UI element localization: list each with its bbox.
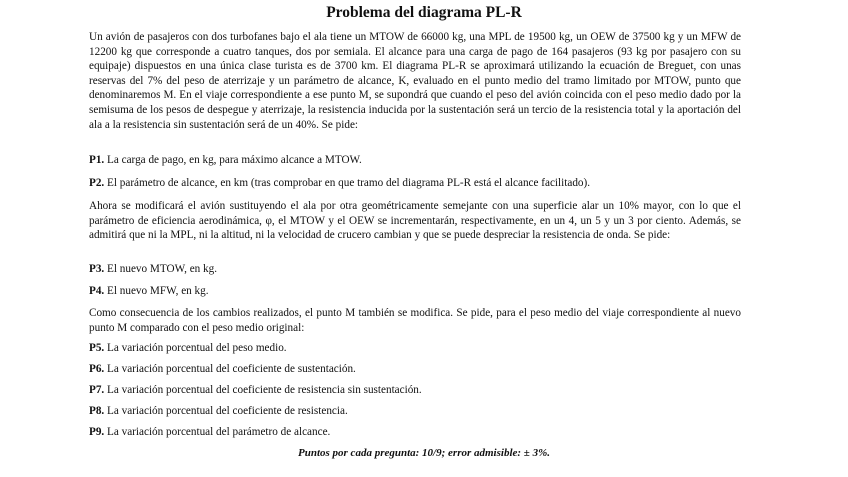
question-text: La variación porcentual del coeficiente de resistencia.	[107, 405, 348, 417]
question-text: El nuevo MFW, en kg.	[107, 285, 209, 297]
question-text: El parámetro de alcance, en km (tras comprobar en que tramo del diagrama PL-R está el alcance facilitado).	[107, 177, 591, 189]
question-label: P8.	[89, 405, 105, 417]
question-text: La variación porcentual del coeficiente de sustentación.	[107, 363, 356, 375]
question-label: P1.	[89, 154, 105, 166]
question-label: P7.	[89, 384, 105, 396]
question-p3	[89, 262, 741, 277]
question-p2	[89, 176, 741, 191]
question-p1	[89, 153, 741, 168]
question-label: P3.	[89, 263, 105, 275]
question-text: La variación porcentual del coeficiente de resistencia sin sustentación.	[107, 384, 422, 396]
question-text: La variación porcentual del parámetro de alcance.	[107, 426, 331, 438]
question-label: P2.	[89, 177, 105, 189]
question-label: P4.	[89, 285, 105, 297]
question-p9	[89, 425, 741, 440]
question-p4	[89, 284, 741, 299]
scoring-note: Puntos por cada pregunta: 10/9; error admisible: ± 3%.	[297, 447, 551, 459]
question-text: El nuevo MTOW, en kg.	[107, 263, 218, 275]
question-p5	[89, 341, 741, 356]
question-text: La carga de pago, en kg, para máximo alcance a MTOW.	[107, 154, 362, 166]
question-label: P6.	[89, 363, 105, 375]
question-p7	[89, 383, 741, 398]
question-p6	[89, 362, 741, 377]
page-title: Problema del diagrama PL-R	[326, 4, 522, 21]
question-p8	[89, 404, 741, 419]
question-label: P5.	[89, 342, 105, 354]
question-text: La variación porcentual del peso medio.	[107, 342, 287, 354]
modification-paragraph: Ahora se modificará el avión sustituyendo el ala por otra geométricamente semejante con una superficie alar un 10% mayor, con lo que el parámetro de eficiencia aerodinámica, φ, el MTOW y el OEW se incrementarán, respectivamente, en un 4, un 5 y un 3 por ciento. Además, se admitirá que ni la MPL, ni la altitud, ni la velocidad de crucero cambian y que se puede despreciar la resistencia de onda. Se pide:	[89, 200, 741, 242]
consequence-paragraph: Como consecuencia de los cambios realizados, el punto M también se modifica. Se pide, para el peso medio del viaje correspondiente al nuevo punto M comparado con el peso medio original:	[89, 307, 741, 334]
question-label: P9.	[89, 426, 105, 438]
intro-paragraph: Un avión de pasajeros con dos turbofanes bajo el ala tiene un MTOW de 66000 kg, una MPL de 19500 kg, un OEW de 37500 kg y un MFW de 12200 kg que corresponde a cuatro tanques, dos por semiala. El alcance para una carga de pago de 164 pasajeros (93 kg por pasajero con su equipaje) dispuestos en una única clase turista es de 3700 km. El diagrama PL-R se aproximará utilizando la ecuación de Breguet, con unas reservas del 7% del peso de aterrizaje y un parámetro de alcance, K, evaluado en el punto medio del tramo limitado por MTOW, punto que denominaremos M. En el viaje correspondiente a ese punto M, se supondrá que cuando el peso del avión coincida con el peso medio dado por la semisuma de los pesos de despegue y aterrizaje, la resistencia inducida por la sustentación será un tercio de la resistencia total y la aportación del ala a la resistencia sin sustentación será de un 40%. Se pide:	[89, 31, 741, 131]
